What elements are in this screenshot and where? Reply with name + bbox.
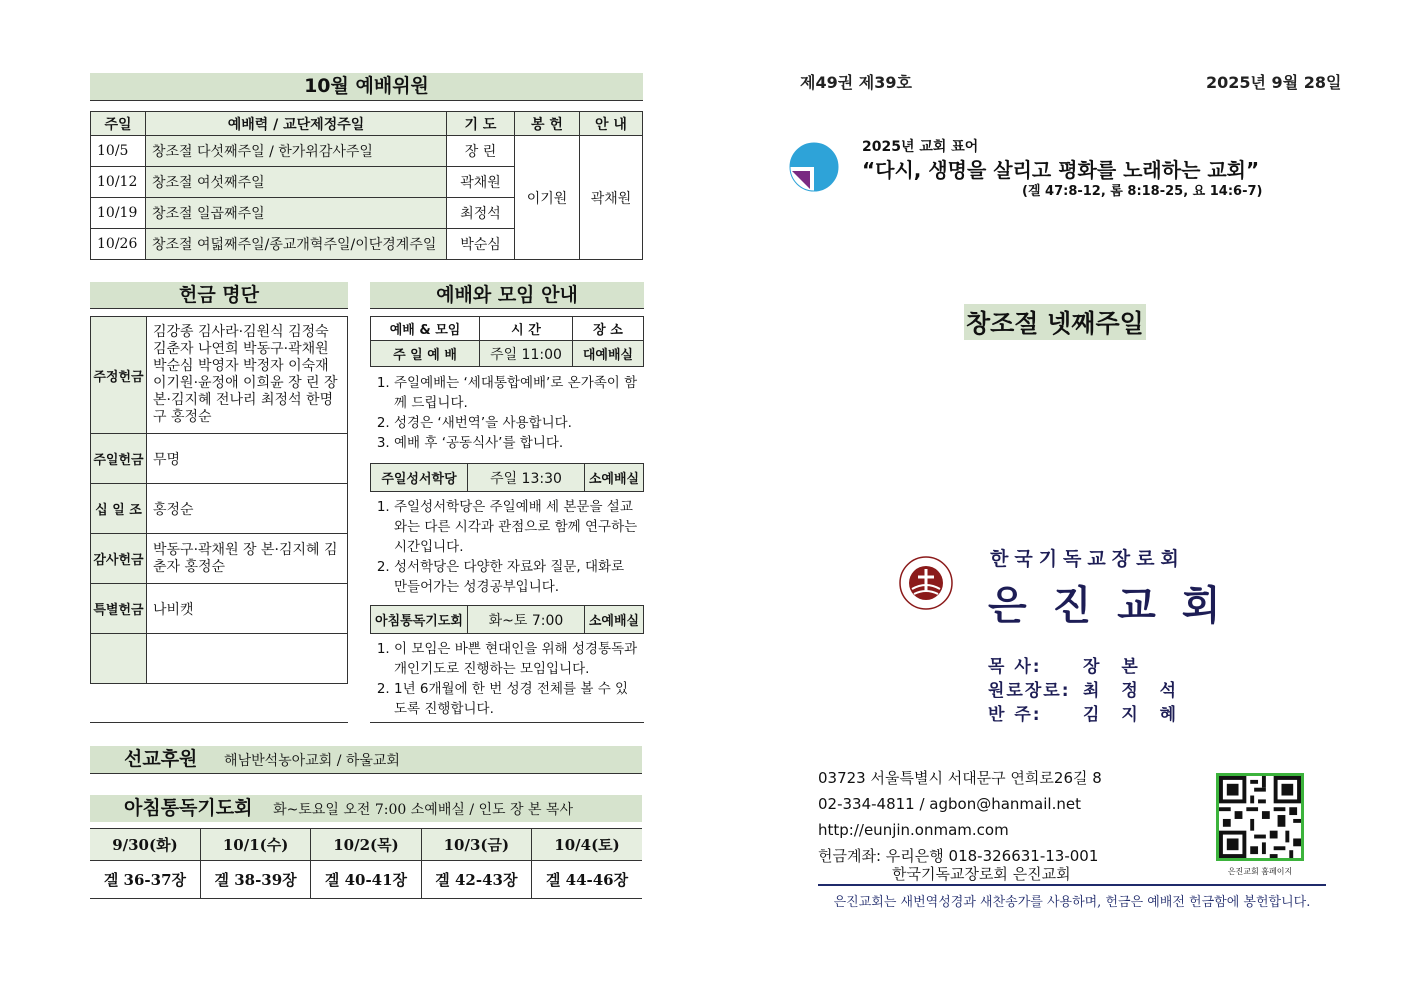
- staff-role: 목 사:: [988, 657, 1042, 677]
- reading-passage: 겔 36-37장: [90, 861, 200, 899]
- offering-label: 주일헌금: [91, 434, 147, 484]
- offering-person: 이기원: [515, 136, 580, 260]
- reading-day: 10/3(금): [421, 829, 531, 861]
- table-row: [91, 136, 643, 167]
- contact-block: [818, 765, 1102, 883]
- meeting-time: 주일 11:00: [480, 341, 573, 367]
- meetings-bottom-rule: [370, 722, 644, 723]
- meeting-notes: [370, 639, 638, 719]
- church-name: 은 진 교 회: [988, 583, 1227, 629]
- offering-names: 나비캣: [147, 584, 348, 634]
- col-prayer: 기 도: [447, 112, 515, 136]
- note-item: 2. 성경은 ‘새번역’을 사용합니다.: [394, 413, 638, 433]
- row-prayer: 장 린: [447, 136, 515, 167]
- meeting-place: 대예배실: [573, 341, 644, 367]
- offering-names: 김강종 김사라·김원식 김정숙 김춘자 나연희 박동구·곽채원 박순심 박영자 박정자 이숙재 이기원·윤정애 이희윤 장 린 장 본·김지혜 전나리 최정석 한명구 홍정순: [147, 317, 348, 434]
- account-number: 우리은행 018-326631-13-001: [885, 847, 1099, 865]
- staff-name: 장 본: [1083, 657, 1146, 677]
- reading-passages-row: [90, 861, 642, 899]
- meeting-time: 화~토 7:00: [468, 606, 585, 634]
- mission-text: 해남반석농아교회 / 하울교회: [224, 753, 400, 769]
- meeting-notes: [370, 497, 638, 597]
- col-meeting: 예배 & 모임: [371, 317, 480, 341]
- motto-reference: (겔 47:8-12, 롬 8:18-25, 요 14:6-7): [1022, 184, 1263, 199]
- table-row: [91, 484, 348, 534]
- offering-names: [147, 634, 348, 684]
- morning-prayer-text: 화~토요일 오전 7:00 소예배실 / 인도 장 본 목사: [273, 802, 573, 818]
- sunday-title: 창조절 넷째주일: [964, 304, 1146, 340]
- mission-title: 선교후원: [124, 748, 198, 770]
- note-item: 2. 1년 6개월에 한 번 성경 전체를 볼 수 있도록 진행합니다.: [394, 679, 638, 719]
- issue-date: 2025년 9월 28일: [1206, 73, 1342, 92]
- col-place: 장 소: [573, 317, 644, 341]
- reading-day: 9/30(화): [90, 829, 200, 861]
- meeting-place: 소예배실: [585, 606, 644, 634]
- meetings-title: 예배와 모임 안내: [370, 282, 644, 309]
- reading-day: 10/1(수): [200, 829, 310, 861]
- meeting-row: [371, 341, 644, 367]
- morning-prayer-title: 아침통독기도회: [124, 797, 253, 819]
- staff-name: 최 정 석: [1083, 681, 1185, 701]
- offering-label: 십 일 조: [91, 484, 147, 534]
- offering-label: [91, 634, 147, 684]
- row-title: 창조절 일곱째주일: [146, 198, 447, 229]
- row-prayer: 박순심: [447, 229, 515, 260]
- offerings-table: [90, 316, 348, 684]
- qr-caption: 은진교회 홈페이지: [1227, 867, 1293, 876]
- mission-bar: [90, 746, 642, 774]
- account-label: 헌금계좌:: [818, 847, 882, 865]
- staff-role: 원로장로:: [988, 681, 1071, 701]
- note-item: 2. 성서학당은 다양한 자료와 질문, 대화로 만들어가는 성경공부입니다.: [394, 557, 638, 597]
- staff-row: [988, 703, 1184, 727]
- staff-role: 반 주:: [988, 705, 1042, 725]
- offerings-title: 헌금 명단: [90, 282, 348, 309]
- denomination: 한국기독교장로회: [990, 548, 1185, 570]
- offering-names: 홍정순: [147, 484, 348, 534]
- row-prayer: 최정석: [447, 198, 515, 229]
- account-holder: 한국기독교장로회 은진교회: [892, 865, 1071, 883]
- phone-email: 02-334-4811 / agbon@hanmail.net: [818, 795, 1081, 813]
- worship-committee-title: 10월 예배위원: [90, 73, 643, 101]
- offerings-bottom-rule: [90, 722, 348, 723]
- offering-names: 박동구·곽채원 장 본·김지혜 김춘자 홍정순: [147, 534, 348, 584]
- col-guide: 안 내: [580, 112, 643, 136]
- row-date: 10/19: [91, 198, 146, 229]
- meeting-place: 소예배실: [585, 464, 644, 492]
- reading-passage: 겔 40-41장: [311, 861, 421, 899]
- meeting-name: 주 일 예 배: [371, 341, 480, 367]
- worship-committee-table: [90, 111, 643, 260]
- row-title: 창조절 여덟째주일/종교개혁주일/이단경계주일: [146, 229, 447, 260]
- row-prayer: 곽채원: [447, 167, 515, 198]
- row-date: 10/26: [91, 229, 146, 260]
- row-date: 10/12: [91, 167, 146, 198]
- offering-label: 주정헌금: [91, 317, 147, 434]
- row-title: 창조절 다섯째주일 / 한가위감사주일: [146, 136, 447, 167]
- note-item: 1. 이 모임은 바쁜 현대인을 위해 성경통독과 개인기도로 진행하는 모임입니다.: [394, 639, 638, 679]
- note-item: 3. 예배 후 ‘공동식사’를 합니다.: [394, 433, 638, 453]
- reading-passage: 겔 42-43장: [421, 861, 531, 899]
- reading-day: 10/4(토): [532, 829, 642, 861]
- reading-passage: 겔 44-46장: [532, 861, 642, 899]
- qr-pattern: [1219, 776, 1301, 858]
- row-title: 창조절 여섯째주일: [146, 167, 447, 198]
- footer-note: 은진교회는 새번역성경과 새찬송가를 사용하며, 헌금은 예배전 헌금함에 봉헌합니다.: [833, 895, 1311, 910]
- motto-text: “다시, 생명을 살리고 평화를 노래하는 교회”: [862, 158, 1260, 182]
- table-row: [91, 534, 348, 584]
- volume-number: 제49권 제39호: [800, 73, 912, 92]
- note-item: 1. 주일성서학당은 주일예배 세 본문을 설교와는 다른 시각과 관점으로 함께 연구하는 시간입니다.: [394, 497, 638, 557]
- col-date: 주일: [91, 112, 146, 136]
- meeting-row: [371, 606, 644, 634]
- morning-prayer-bar: [90, 795, 642, 822]
- meeting-notes: [370, 373, 638, 453]
- offering-label: 감사헌금: [91, 534, 147, 584]
- table-row: [91, 634, 348, 684]
- reading-table: [90, 828, 642, 899]
- website-link[interactable]: http://eunjin.onmam.com: [818, 821, 1009, 839]
- table-row: [91, 317, 348, 434]
- motto-label: 2025년 교회 표어: [862, 139, 979, 155]
- note-item: 1. 주일예배는 ‘세대통합예배’로 온가족이 함께 드립니다.: [394, 373, 638, 413]
- offering-names: 무명: [147, 434, 348, 484]
- qr-code-icon[interactable]: [1216, 773, 1304, 861]
- meetings-block-3: [370, 605, 644, 634]
- reading-day: 10/2(목): [311, 829, 421, 861]
- meetings-block-2: [370, 463, 644, 492]
- reading-passage: 겔 38-39장: [200, 861, 310, 899]
- account-row: [818, 847, 1102, 865]
- address: 03723 서울특별시 서대문구 연희로26길 8: [818, 769, 1102, 787]
- table-row: [91, 434, 348, 484]
- col-offering: 봉 헌: [515, 112, 580, 136]
- church-seal-icon: [898, 555, 954, 611]
- motto-logo-icon: [788, 141, 840, 193]
- staff-row: [988, 655, 1184, 679]
- staff-name: 김 지 혜: [1083, 705, 1185, 725]
- col-time: 시 간: [480, 317, 573, 341]
- row-date: 10/5: [91, 136, 146, 167]
- staff-row: [988, 679, 1184, 703]
- guide-person: 곽채원: [580, 136, 643, 260]
- meeting-name: 아침통독기도회: [371, 606, 468, 634]
- table-row: [91, 584, 348, 634]
- offering-label: 특별헌금: [91, 584, 147, 634]
- staff-list: [988, 655, 1184, 727]
- meeting-name: 주일성서학당: [371, 464, 468, 492]
- meeting-time: 주일 13:30: [468, 464, 585, 492]
- reading-days-row: [90, 829, 642, 861]
- footer-rule: [818, 884, 1326, 886]
- meetings-header: [370, 316, 644, 367]
- col-title: 예배력 / 교단제정주일: [146, 112, 447, 136]
- meeting-row: [371, 464, 644, 492]
